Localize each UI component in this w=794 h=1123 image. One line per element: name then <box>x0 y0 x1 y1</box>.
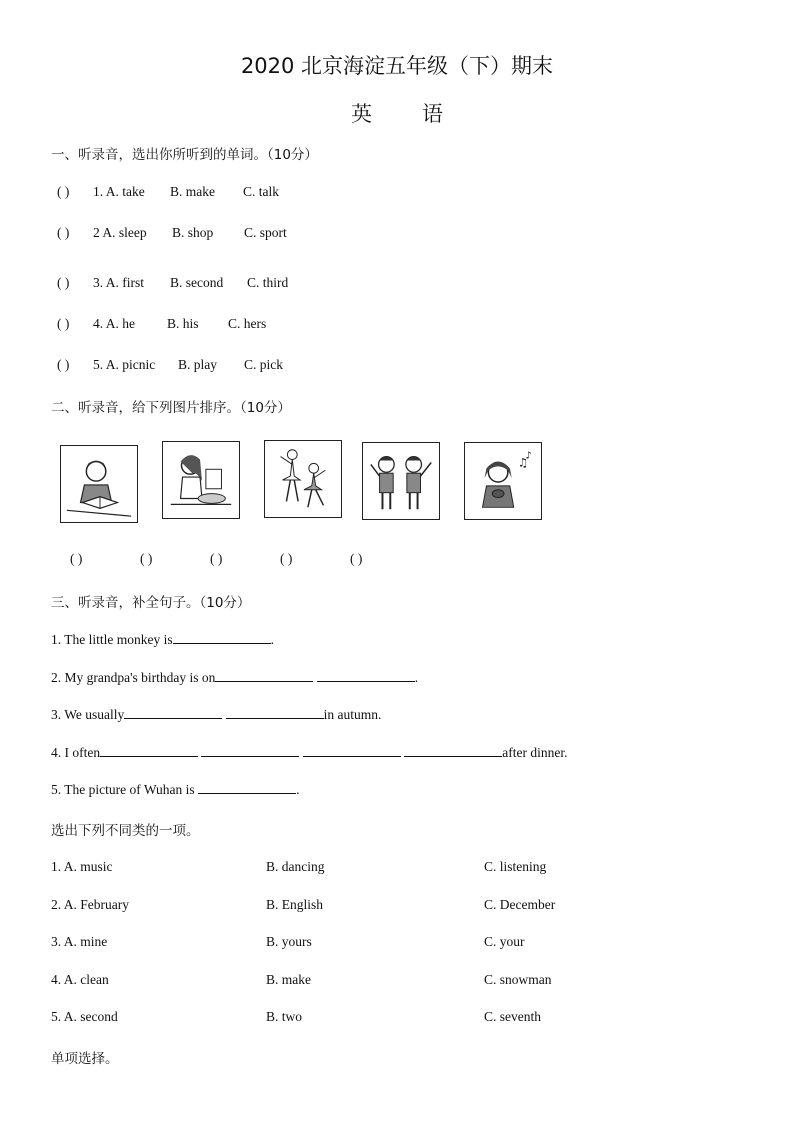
picture-1-answer-paren: ( ) <box>70 551 83 566</box>
option-a: 1. A. take <box>93 184 145 199</box>
answer-blank[interactable] <box>215 669 313 682</box>
option-c: C. sport <box>244 225 287 240</box>
answer-blank[interactable] <box>226 706 324 719</box>
sentence-end: . <box>414 670 419 685</box>
sentence-end: after dinner. <box>502 745 568 760</box>
svg-text:♪: ♪ <box>525 450 532 462</box>
answer-paren: ( ) <box>57 275 70 290</box>
option-b: B. play <box>178 357 217 372</box>
option-b: B. English <box>266 897 324 912</box>
option-b: B. make <box>266 972 311 987</box>
subject-char-2: 语 <box>422 102 443 126</box>
option-c: C. your <box>484 934 525 949</box>
picture-dancers <box>264 440 342 518</box>
option-b: B. yours <box>266 934 312 949</box>
subject-title <box>0 98 794 128</box>
sentence-end: . <box>296 782 300 797</box>
sentence-text: 2. My grandpa's birthday is on <box>51 670 216 685</box>
sentence-2 <box>51 669 418 686</box>
option-c: C. pick <box>244 357 283 372</box>
option-a: 2. A. February <box>51 897 129 912</box>
answer-paren: ( ) <box>57 316 70 331</box>
picture-4-answer-paren: ( ) <box>280 551 293 566</box>
answer-blank[interactable] <box>198 781 296 794</box>
option-a: 2 A. sleep <box>93 225 147 240</box>
option-b: B. dancing <box>266 859 325 874</box>
answer-blank[interactable] <box>100 744 198 757</box>
option-c: C. seventh <box>484 1009 541 1024</box>
option-a: 4. A. clean <box>51 972 109 987</box>
sentence-3 <box>51 706 381 723</box>
answer-paren: ( ) <box>57 357 70 372</box>
section1-heading: 一、听录音，选出你所听到的单词。（10分） <box>51 147 318 163</box>
section3-heading: 三、听录音，补全句子。（10分） <box>51 595 251 611</box>
answer-blank[interactable] <box>303 744 401 757</box>
option-b: B. shop <box>172 225 214 240</box>
page-title: 2020 北京海淀五年级（下）期末 <box>240 54 554 78</box>
option-c: C. talk <box>243 184 279 199</box>
option-c: C. snowman <box>484 972 552 987</box>
section5-heading: 单项选择。 <box>51 1051 119 1067</box>
answer-blank[interactable] <box>404 744 502 757</box>
sentence-text: 4. I often <box>51 745 101 760</box>
section2-heading: 二、听录音，给下列图片排序。（10分） <box>51 400 291 416</box>
sentence-4 <box>51 744 567 761</box>
svg-text:♫: ♫ <box>517 455 529 470</box>
answer-paren: ( ) <box>57 225 70 240</box>
picture-2-answer-paren: ( ) <box>140 551 153 566</box>
answer-blank[interactable] <box>173 631 271 644</box>
option-b: B. his <box>167 316 199 331</box>
answer-paren: ( ) <box>57 184 70 199</box>
section4-heading: 选出下列不同类的一项。 <box>51 823 200 839</box>
answer-blank[interactable] <box>201 744 299 757</box>
sentence-1 <box>51 631 274 648</box>
sentence-text: 1. The little monkey is <box>51 632 173 647</box>
sentence-text: 5. The picture of Wuhan is <box>51 782 199 797</box>
option-a: 5. A. picnic <box>93 357 156 372</box>
subject-char-1: 英 <box>351 102 372 126</box>
picture-3-answer-paren: ( ) <box>210 551 223 566</box>
answer-blank[interactable] <box>124 706 222 719</box>
option-c: C. hers <box>228 316 267 331</box>
option-a: 3. A. mine <box>51 934 108 949</box>
option-a: 3. A. first <box>93 275 145 290</box>
option-c: C. December <box>484 897 556 912</box>
sentence-text: 3. We usually <box>51 707 125 722</box>
picture-girl-cooking <box>162 441 240 519</box>
option-c: C. listening <box>484 859 547 874</box>
picture-girl-singing <box>464 442 542 520</box>
sentence-end: in autumn. <box>323 707 382 722</box>
option-a: 1. A. music <box>51 859 113 874</box>
answer-blank[interactable] <box>317 669 415 682</box>
option-a: 5. A. second <box>51 1009 118 1024</box>
picture-5-answer-paren: ( ) <box>350 551 363 566</box>
sentence-end: . <box>270 632 274 647</box>
option-c: C. third <box>247 275 289 290</box>
option-b: B. second <box>170 275 224 290</box>
option-b: B. two <box>266 1009 303 1024</box>
picture-boys-waving <box>362 442 440 520</box>
picture-boy-reading <box>60 445 138 523</box>
option-a: 4. A. he <box>93 316 135 331</box>
sentence-5 <box>51 781 299 798</box>
option-b: B. make <box>170 184 215 199</box>
